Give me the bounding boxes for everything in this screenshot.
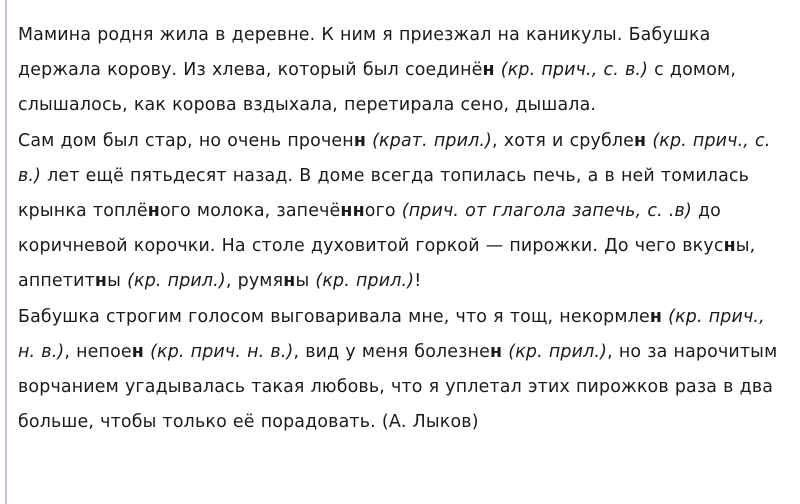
grammar-note: (кр. прич., с. в.) xyxy=(18,130,771,186)
grammar-note: (кр. прил.) xyxy=(127,271,226,292)
text-run: , непое xyxy=(64,341,132,362)
grammar-note: (кр. прил.) xyxy=(508,341,608,362)
text-run: Сам дом был стар, но очень прочен xyxy=(18,130,354,151)
text-run: ы xyxy=(295,271,316,292)
highlighted-letter: н xyxy=(723,236,736,257)
highlighted-letter: н xyxy=(353,130,367,151)
text-run: с домом, слышалось, как корова вздыхала, перетирала сено, дышала. xyxy=(18,60,737,116)
highlighted-letter: н xyxy=(490,341,503,362)
text-run: , хотя и срубле xyxy=(492,130,635,151)
margin-rule-line xyxy=(5,0,7,504)
text-run: Бабушка строгим голосом выговаривала мне, что я тощ, некормле xyxy=(18,306,650,327)
text-run: , вид у меня болезне xyxy=(293,341,491,362)
paragraph-3 xyxy=(18,300,782,441)
highlighted-letter: н xyxy=(131,341,144,362)
text-run: ого xyxy=(364,201,402,222)
grammar-note: (кр. прич., н. в.) xyxy=(18,306,765,362)
grammar-note: (кр. прич. н. в.) xyxy=(150,341,294,362)
paragraph-2 xyxy=(18,124,782,300)
text-run: ы, аппетит xyxy=(18,236,756,292)
highlighted-letter: нн xyxy=(340,201,365,222)
grammar-note: (кр. прич., с. в.) xyxy=(500,60,649,81)
grammar-note: (прич. от глагола запечь, с. .в) xyxy=(401,201,692,222)
text-run: ! xyxy=(414,271,422,292)
paragraph-1 xyxy=(18,18,782,124)
text-run: Мамина родня жила в деревне. К ним я приезжал на каникулы. Бабушка держала корову. Из хлева, который был соединё xyxy=(18,25,711,81)
text-run: ы xyxy=(107,271,128,292)
highlighted-letter: н xyxy=(634,130,647,151)
highlighted-letter: н xyxy=(283,271,296,292)
text-run: ого молока, запечё xyxy=(159,201,341,222)
text-run: до коричневой корочки. На столе духовитой горкой — пирожки. До чего вкус xyxy=(18,201,724,257)
text-run: , но за нарочитым ворчанием угадывалась такая любовь, что я уплетал этих пирожков раза в два больше, чтобы только её порадовать. (А. Лыков) xyxy=(18,341,778,433)
text-run: , румя xyxy=(225,271,284,292)
highlighted-letter: н xyxy=(147,201,160,222)
grammar-note: (крат. прил.) xyxy=(372,130,493,151)
highlighted-letter: н xyxy=(482,60,495,81)
highlighted-letter: н xyxy=(94,271,108,292)
document-text-body xyxy=(18,18,782,440)
highlighted-letter: н xyxy=(649,306,663,327)
text-run: лет ещё пятьдесят назад. В доме всегда топилась печь, а в ней томилась крынка топлё xyxy=(18,165,750,222)
grammar-note: (кр. прил.) xyxy=(315,271,415,292)
